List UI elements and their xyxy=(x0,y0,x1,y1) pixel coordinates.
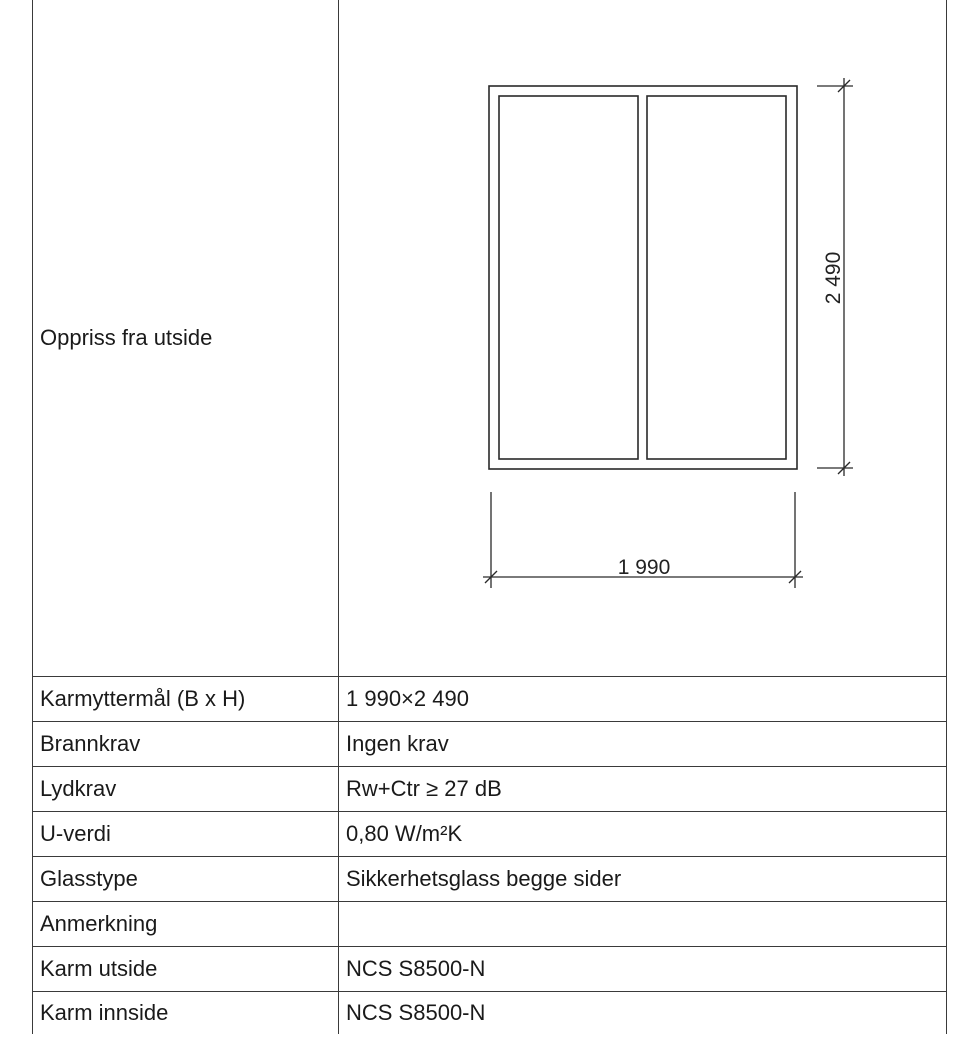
row-value: Ingen krav xyxy=(339,722,947,767)
width-dimension-text: 1 990 xyxy=(617,556,671,579)
elevation-label: Oppriss fra utside xyxy=(33,0,339,677)
table-row xyxy=(33,992,947,1035)
window-outer-frame xyxy=(489,86,797,469)
row-value: NCS S8500-N xyxy=(339,947,947,992)
window-elevation-drawing xyxy=(339,0,948,676)
elevation-drawing-cell xyxy=(339,0,947,677)
table-row xyxy=(33,902,947,947)
spec-sheet xyxy=(32,0,947,1038)
row-label: U-verdi xyxy=(33,812,339,857)
row-value: Sikkerhetsglass begge sider xyxy=(339,857,947,902)
table-row xyxy=(33,677,947,722)
row-label: Karm utside xyxy=(33,947,339,992)
table-row xyxy=(33,947,947,992)
spec-table xyxy=(32,0,947,1034)
row-label: Anmerkning xyxy=(33,902,339,947)
elevation-row xyxy=(33,0,947,677)
row-label: Brannkrav xyxy=(33,722,339,767)
height-dimension-text: 2 490 xyxy=(822,251,845,305)
table-row xyxy=(33,722,947,767)
row-value xyxy=(339,902,947,947)
row-label: Glasstype xyxy=(33,857,339,902)
row-value: 0,80 W/m²K xyxy=(339,812,947,857)
row-value: NCS S8500-N xyxy=(339,992,947,1035)
row-value: 1 990×2 490 xyxy=(339,677,947,722)
row-label: Karmyttermål (B x H) xyxy=(33,677,339,722)
row-label: Lydkrav xyxy=(33,767,339,812)
row-label: Karm innside xyxy=(33,992,339,1035)
table-row xyxy=(33,812,947,857)
window-right-sash xyxy=(647,96,786,459)
row-value: Rw+Ctr ≥ 27 dB xyxy=(339,767,947,812)
window-left-sash xyxy=(499,96,638,459)
table-row xyxy=(33,767,947,812)
table-row xyxy=(33,857,947,902)
